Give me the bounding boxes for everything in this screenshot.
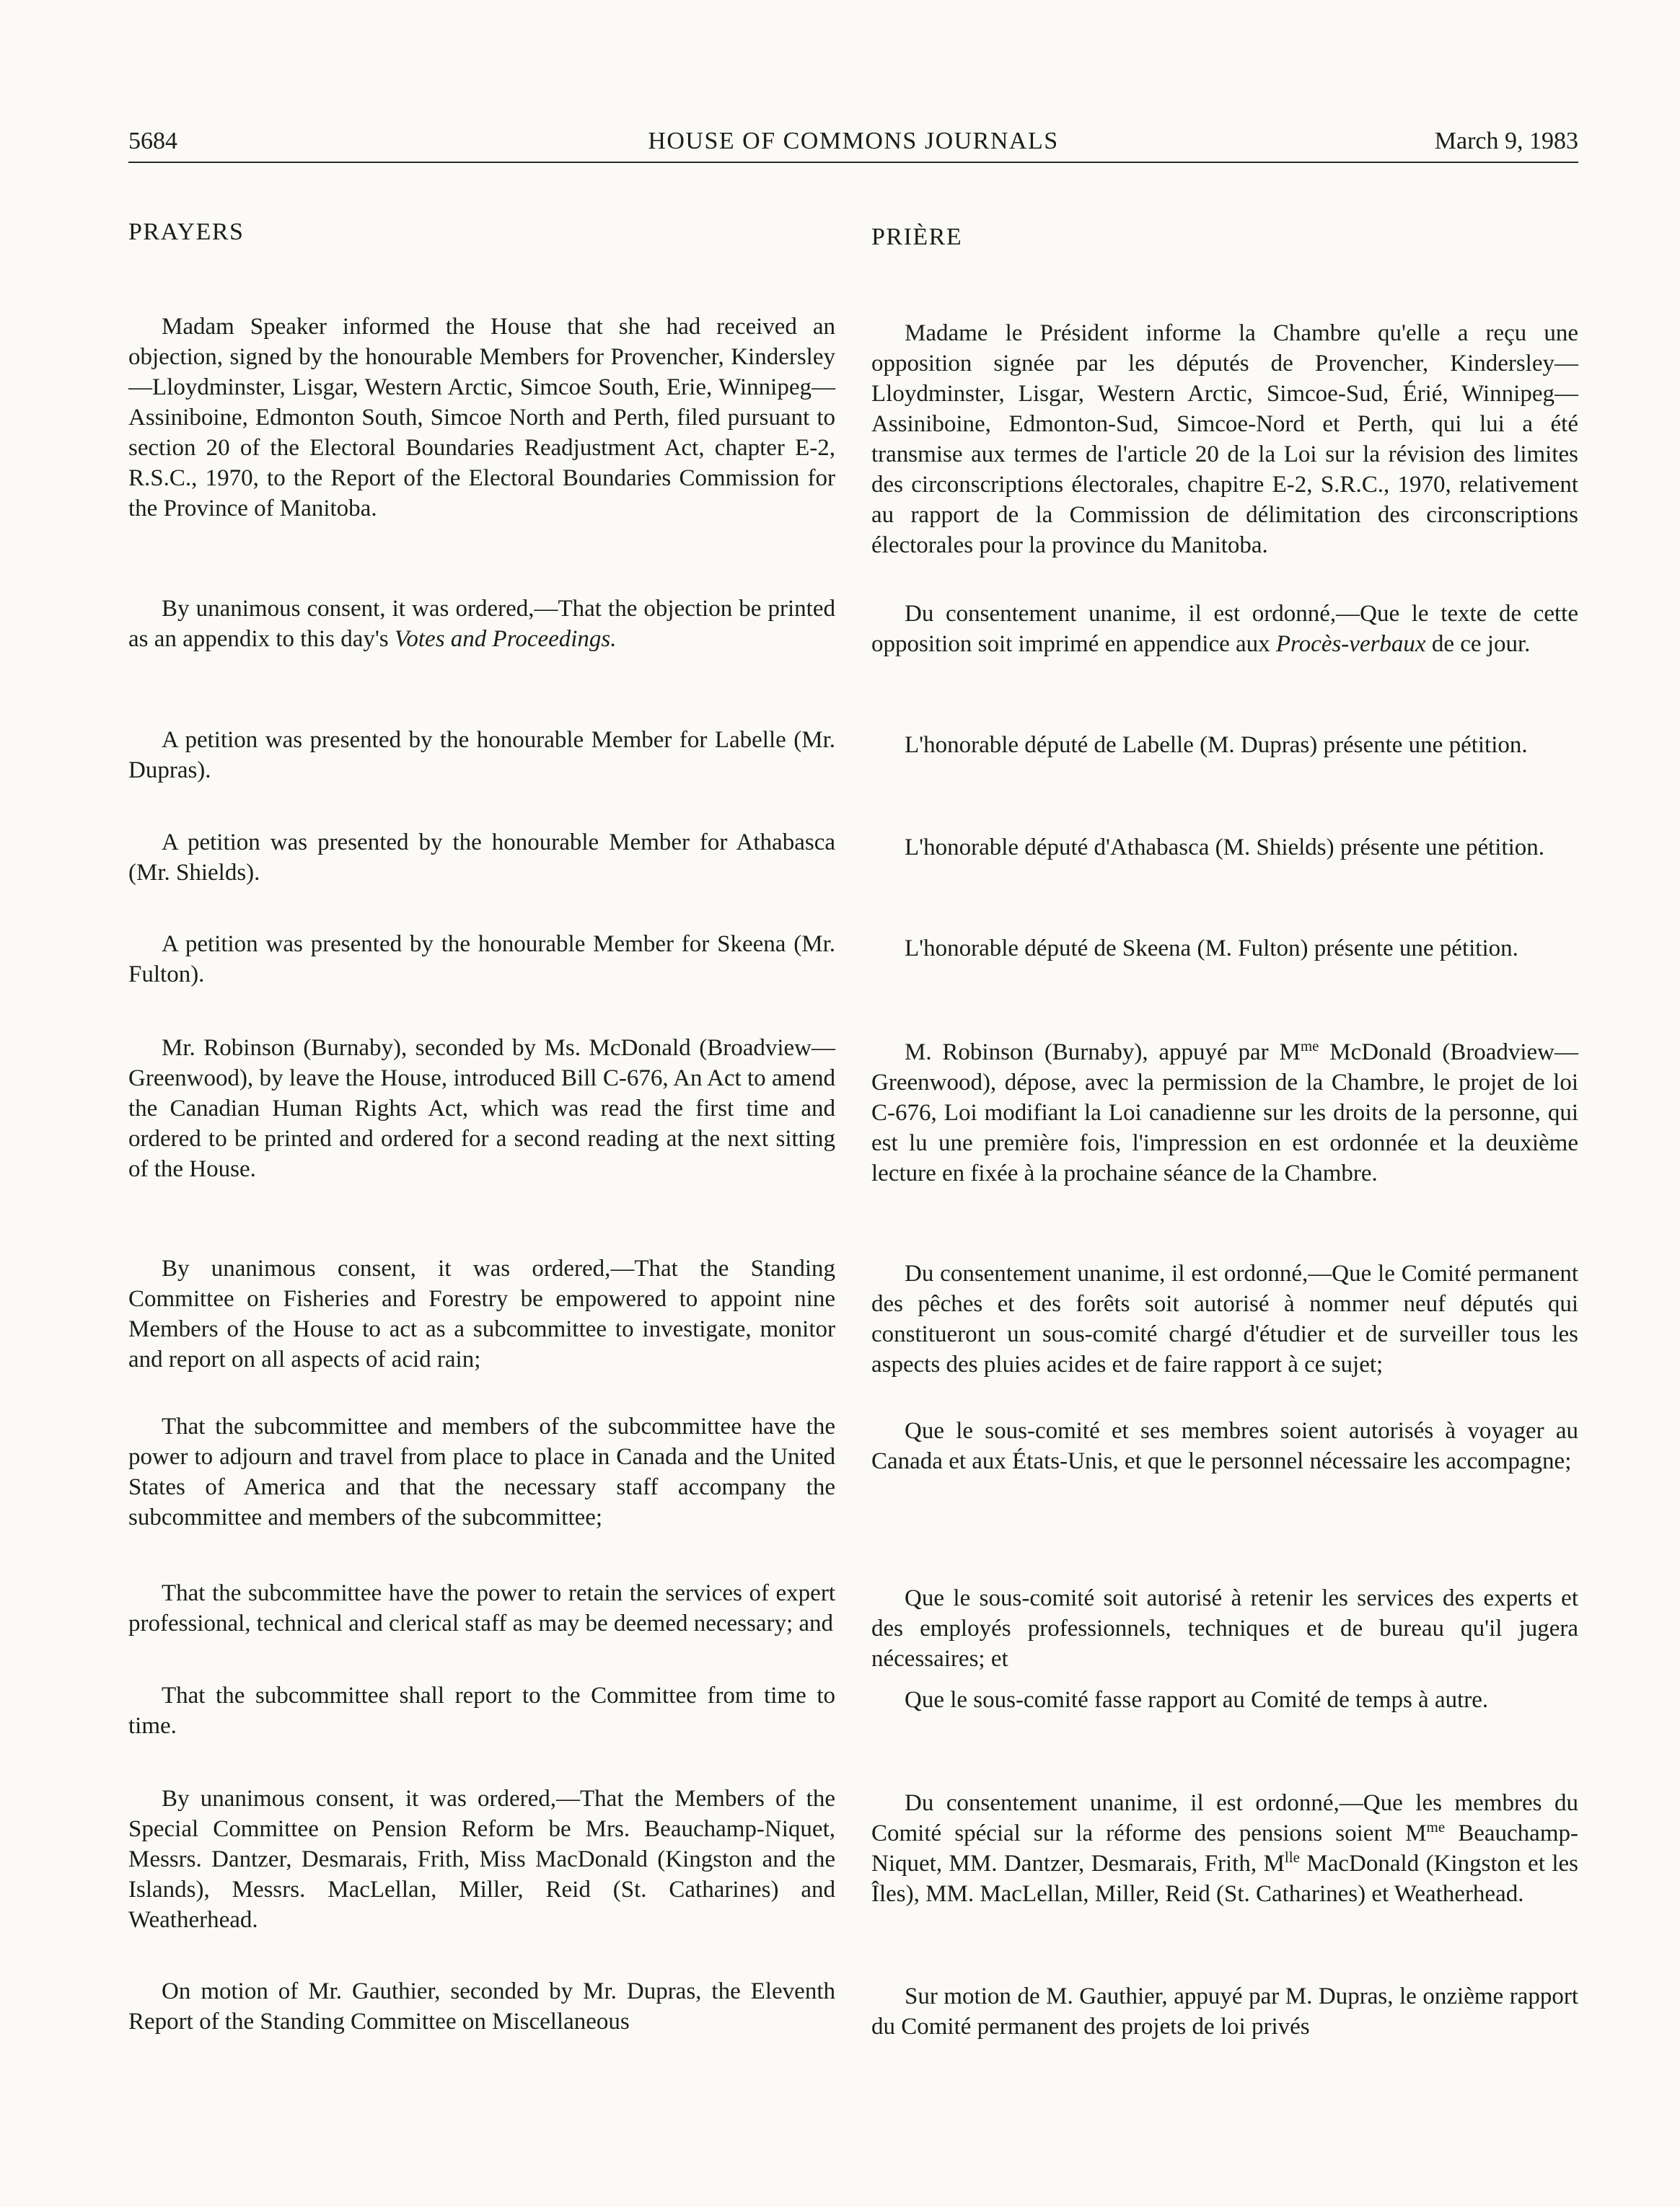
french-paragraph-petition-athabasca: L'honorable député d'Athabasca (M. Shields) présente une pétition.	[905, 834, 1545, 860]
french-paragraph-services: Que le sous-comité soit autorisé à retenir les services des experts et des employés professionnels, techniques et de bureau qu'il jugera nécessaires; et	[871, 1585, 1578, 1672]
french-paragraph-opposition: Madame le Président informe la Chambre qu'elle a reçu une opposition signée par les députés de Provencher, Kindersley—Lloydminster, Lisgar, Western Arctic, Simcoe-Sud, Érié, Winnipeg—Assiniboine, Edmonton-Sud, Simcoe-Nord et Perth, qui lui a été transmise aux termes de l'article 20 de la Loi sur la révision des limites des circonscriptions électorales, chapitre E-2, S.R.C., 1970, relativement au rapport de la Commission de délimitation des circonscriptions électorales pour la province du Manitoba.	[871, 320, 1578, 558]
french-pension-text-a: Du consentement unanime, il est ordonné,—Que les membres du Comité spécial sur la réforme des pensions soient M	[871, 1790, 1578, 1846]
english-paragraph-gauthier: On motion of Mr. Gauthier, seconded by Mr. Dupras, the Eleventh Report of the Standing Committee on Miscellaneous	[128, 1978, 835, 2035]
english-paragraph-petition-labelle: A petition was presented by the honourable Member for Labelle (Mr. Dupras).	[128, 727, 835, 783]
english-paragraph-staff: That the subcommittee have the power to retain the services of expert professional, technical and clerical staff as may be deemed necessary; and	[128, 1580, 835, 1636]
french-pension-sup-1: me	[1426, 1818, 1446, 1836]
french-paragraph-voyager: Que le sous-comité et ses membres soient autorisés à voyager au Canada et aux États-Unis, et que le personnel nécessaire les accompagne;	[871, 1418, 1578, 1474]
english-paragraph-appendix	[128, 594, 835, 654]
french-bill-sup: me	[1300, 1037, 1319, 1054]
journal-date: March 9, 1983	[1434, 128, 1578, 154]
english-paragraph-bill-c676: Mr. Robinson (Burnaby), seconded by Ms. McDonald (Broadview—Greenwood), by leave the House, introduced Bill C-676, An Act to amend the Canadian Human Rights Act, which was read the first time and ordered to be printed and ordered for a second reading at the next sitting of the House.	[128, 1035, 835, 1182]
english-paragraph-report: That the subcommittee shall report to the Committee from time to time.	[128, 1683, 835, 1739]
english-paragraph-acid-rain: By unanimous consent, it was ordered,—That the Standing Committee on Fisheries and Forestry be empowered to appoint nine Members of the House to act as a subcommittee to investigate, monitor and report on all aspects of acid rain;	[128, 1256, 835, 1373]
french-paragraph-appendice-tail: de ce jour.	[1431, 631, 1531, 657]
french-pension-text-c: MacDonald (Kingston et les Îles), MM. MacLellan, Miller, Reid (St. Catharines) et Weatherhead.	[871, 1851, 1578, 1907]
french-paragraph-gauthier: Sur motion de M. Gauthier, appuyé par M. Dupras, le onzième rapport du Comité permanent des projets de loi privés	[871, 1983, 1578, 2040]
french-pension-text-b: Beauchamp-Niquet, MM. Dantzer, Desmarais, Frith, M	[871, 1820, 1578, 1877]
french-bill-text-a: M. Robinson (Burnaby), appuyé par M	[905, 1039, 1301, 1065]
page-number: 5684	[128, 128, 177, 154]
french-pension-sup-2: lle	[1284, 1849, 1300, 1866]
french-paragraph-appendice-text: Du consentement unanime, il est ordonné,—Que le texte de cette opposition soit imprimé en appendice aux	[871, 601, 1578, 657]
french-bill-text-b: McDonald (Broadview—Greenwood), dépose, avec la permission de la Chambre, le projet de loi C-676, Loi modifiant la Loi canadienne sur les droits de la personne, qui est lu une première fois, l'impression en est ordonnée et la deuxième lecture en fixée à la prochaine séance de la Chambre.	[871, 1039, 1579, 1186]
english-heading: PRAYERS	[128, 219, 245, 245]
english-paragraph-pension: By unanimous consent, it was ordered,—That the Members of the Special Committee on Pension Reform be Mrs. Beauchamp-Niquet, Messrs. Dantzer, Desmarais, Frith, Miss MacDonald (Kingston and the Islands), Messrs. MacLellan, Miller, Reid (St. Catharines) and Weatherhead.	[128, 1786, 835, 1933]
page-header	[128, 127, 1578, 163]
french-paragraph-pensions	[871, 1788, 1578, 1909]
french-paragraph-petition-labelle: L'honorable député de Labelle (M. Dupras) présente une pétition.	[905, 732, 1528, 758]
french-paragraph-petition-skeena: L'honorable député de Skeena (M. Fulton) présente une pétition.	[905, 935, 1518, 961]
french-paragraph-pluies-acides: Du consentement unanime, il est ordonné,—Que le Comité permanent des pêches et des forêts soit autorisé à nommer neuf députés qui constitueront un sous-comité chargé d'étudier et de surveiller tous les aspects des pluies acides et de faire rapport à ce sujet;	[871, 1261, 1578, 1378]
french-paragraph-bill-c676	[871, 1037, 1578, 1189]
english-paragraph-objection: Madam Speaker informed the House that she had received an objection, signed by the honourable Members for Provencher, Kindersley—Lloydminster, Lisgar, Western Arctic, Simcoe South, Erie, Winnipeg—Assiniboine, Edmonton South, Simcoe North and Perth, filed pursuant to section 20 of the Electoral Boundaries Readjustment Act, chapter E-2, R.S.C., 1970, to the Report of the Electoral Boundaries Commission for the Province of Manitoba.	[128, 314, 835, 521]
english-paragraph-petition-athabasca: A petition was presented by the honourable Member for Athabasca (Mr. Shields).	[128, 829, 835, 886]
french-paragraph-appendice-italic: Procès-verbaux	[1275, 631, 1426, 657]
french-paragraph-rapport: Que le sous-comité fasse rapport au Comité de temps à autre.	[905, 1687, 1489, 1713]
header-rule	[128, 162, 1578, 163]
journal-title: HOUSE OF COMMONS JOURNALS	[648, 128, 1059, 154]
english-paragraph-appendix-italic: Votes and Proceedings.	[394, 626, 617, 652]
english-paragraph-appendix-text: By unanimous consent, it was ordered,—That the objection be printed as an appendix to this day's	[128, 596, 835, 652]
english-paragraph-travel: That the subcommittee and members of the subcommittee have the power to adjourn and travel from place to place in Canada and the United States of America and that the necessary staff accompany the subcommittee and members of the subcommittee;	[128, 1414, 835, 1530]
french-paragraph-appendice	[871, 599, 1578, 659]
english-paragraph-petition-skeena: A petition was presented by the honourable Member for Skeena (Mr. Fulton).	[128, 931, 835, 987]
french-heading: PRIÈRE	[871, 224, 963, 250]
